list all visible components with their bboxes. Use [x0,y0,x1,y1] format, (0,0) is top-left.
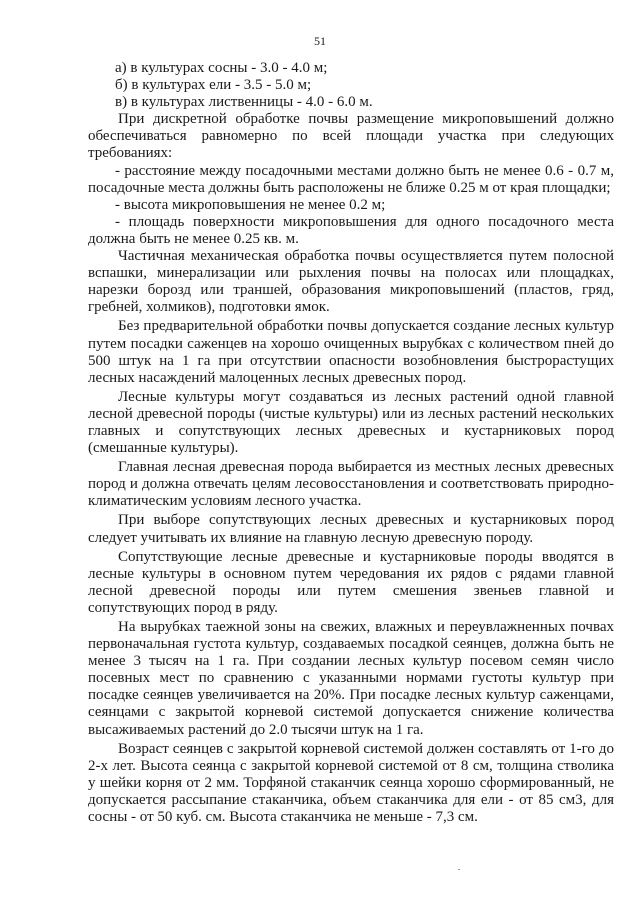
paragraph-main-species: Главная лесная древесная порода выбирается из местных лесных древесных пород и должна отвечать целям лесовосстановления и соответствовать природно-климатическим условиям лесного участка. [88,459,614,510]
requirement-mound-area: - площадь поверхности микроповышения для одного посадочного места должна быть не менее 0.25 кв. м. [88,213,614,247]
paragraph-companion-introduction: Сопутствующие лесные древесные и кустарниковые породы вводятся в лесные культуры в основном путем чередования их рядов с рядами главной лесной древесной породы или путем смешения звеньев главной и сопутствующих пород в ряду. [88,548,614,616]
list-item-spruce: б) в культурах ели - 3.5 - 5.0 м; [115,77,312,94]
list-item-pine: а) в культурах сосны - 3.0 - 4.0 м; [115,60,328,76]
paragraph-discrete-treatment: При дискретной обработке почвы размещение микроповышений должно обеспечиваться равномерно по всей площади участка при следующих требованиях: [88,111,614,162]
requirement-planting-distance: - расстояние между посадочными местами должно быть не менее 0.6 - 0.7 м, посадочные места должны быть расположены не ближе 0.25 м от края площадки; [88,162,614,196]
paragraph-no-treatment: Без предварительной обработки почвы допускается создание лесных культур путем посадки саженцев на хорошо очищенных вырубках с количеством пней до 500 штук на 1 га при отсутствии опасности возобновления быстрорастущих лесных насаждений малоценных лесных древесных пород. [88,318,614,386]
paragraph-companion-choice: При выборе сопутствующих лесных древесных и кустарниковых пород следует учитывать их влияние на главную лесную древесную породу. [88,512,614,546]
paragraph-seedling-age: Возраст сеянцев с закрытой корневой системой должен составлять от 1-го до 2-х лет. Высота сеянца с закрытой корневой системой от 8 см, толщина стволика у шейки корня от 2 мм. Торфяной стаканчик сеянца хорошо сформированный, не допускается рассыпание стаканчика, объем стаканчика для ели - от 85 см3, для сосны - от 50 куб. см. Высота стаканчика не меньше - 7,3 см. [88,740,614,826]
paragraph-taiga-density: На вырубках таежной зоны на свежих, влажных и переувлажненных почвах первоначальная густота культур, создаваемых посадкой сеянцев, должна быть не менее 3 тысяч на 1 га. При создании лесных культур посевом семян число посевных мест по сравнению с указанными нормами густоты культур при посадке сеянцев увеличивается на 20%. При посадке лесных культур саженцами, сеянцами с закрытой корневой системой допускается снижение количества высаживаемых растений до 2.0 тысячи штук на 1 га. [88,619,614,738]
page-number: 51 [314,34,326,48]
list-item-larch: в) в культурах лиственницы - 4.0 - 6.0 м. [115,94,373,111]
scan-speck [458,869,460,870]
paragraph-partial-treatment: Частичная механическая обработка почвы осуществляется путем полосной вспашки, минерализации или рыхления почвы на полосах или площадках, нарезки борозд или траншей, образования микроповышений (пластов, гряд, гребней, холмиков), подготовки ямок. [88,248,614,316]
document-body [88,60,614,826]
paragraph-culture-types: Лесные культуры могут создаваться из лесных растений одной главной лесной древесной породы (чистые культуры) или из лесных растений нескольких главных и сопутствующих лесных древесных и кустарниковых пород (смешанные культуры). [88,388,614,457]
requirement-mound-height: - высота микроповышения не менее 0.2 м; [115,196,386,213]
